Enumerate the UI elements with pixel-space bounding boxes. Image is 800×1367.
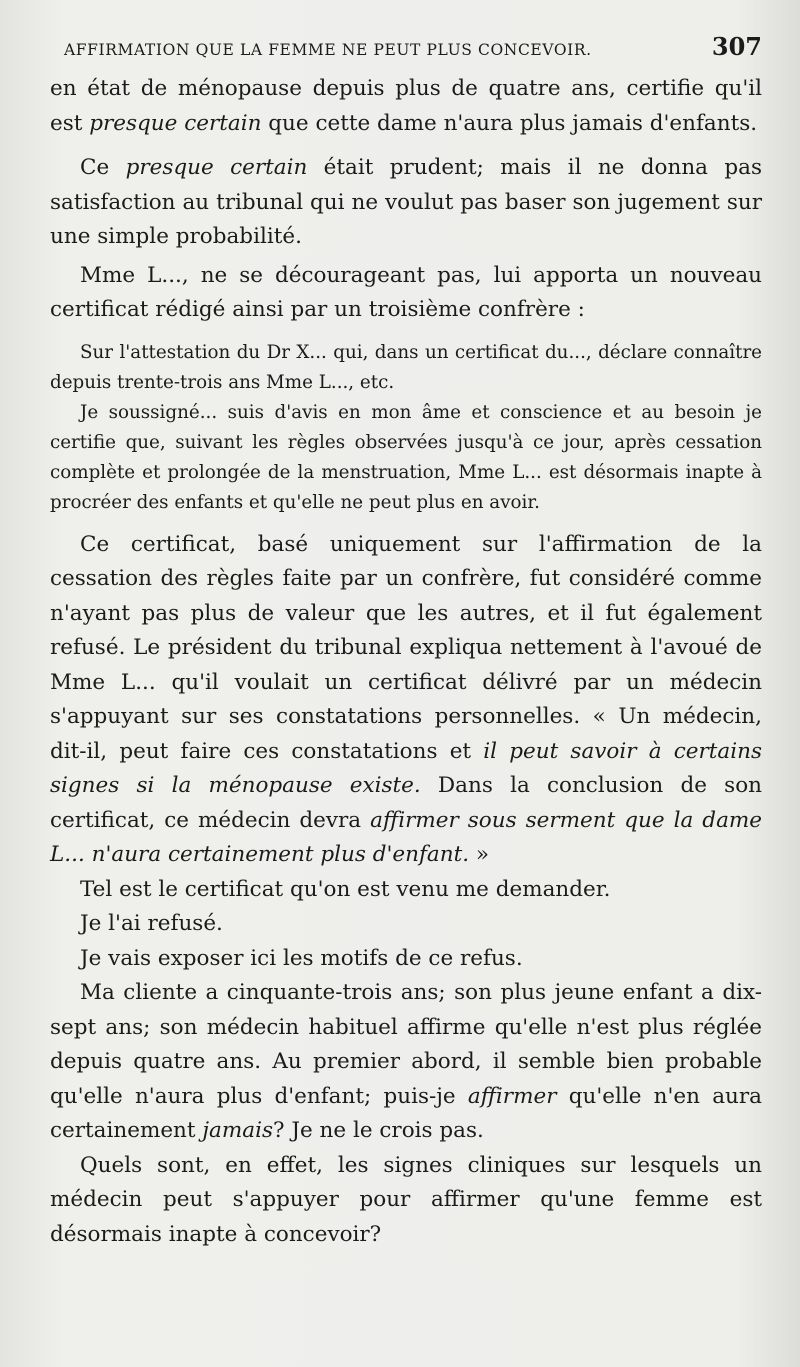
quoted-certificate-2: Je soussigné... suis d'avis en mon âme et conscience et au besoin je certifie que, suivant les règles observées jusqu'à ce jour, après cessation complète et prolongée de la menstruation, Mme L... est désormais inapte à procréer des enfants et qu'elle ne peut plus en avoir. bbox=[50, 401, 762, 513]
paragraph-7: Je vais exposer ici les motifs de ce refus. bbox=[80, 945, 523, 971]
paragraph-4: Ce certificat, basé uniquement sur l'affirmation de la cessation des règles faite par un confrère, fut considéré comme n'ayant pas plus de valeur que les autres, et il fut également refusé. Le président du tribunal expliqua nettement à l'avoué de Mme L... qu'il voulait un certificat délivré par un médecin s'appuyant sur ses constatations personnelles. « Un médecin, dit-il, peut faire ces constatations et il peut savoir à certains signes si la ménopause existe. Dans la conclusion de son certificat, ce médecin devra affirmer sous serment que la dame L... n'aura certainement plus d'enfant. » bbox=[50, 531, 763, 867]
paragraph-8: Ma cliente a cinquante-trois ans; son plus jeune enfant a dix-sept ans; son médecin habituel affirme qu'elle n'est plus réglée depuis quatre ans. Au premier abord, il semble bien probable qu'elle n'aura plus d'enfant; puis-je affirmer qu'elle n'en aura certainement jamais? Je ne le crois pas. bbox=[50, 980, 762, 1143]
running-title: AFFIRMATION QUE LA FEMME NE PEUT PLUS CONCEVOIR. bbox=[64, 41, 592, 59]
page-number: 307 bbox=[711, 32, 762, 61]
quoted-certificate-1: Sur l'attestation du Dr X... qui, dans un certificat du..., déclare connaître depuis trente-trois ans Mme L..., etc. bbox=[50, 341, 762, 393]
paragraph-2: Ce presque certain était prudent; mais il ne donna pas satisfaction au tribunal qui ne voulut pas baser son jugement sur une simple probabilité. bbox=[50, 155, 762, 249]
paragraph-5: Tel est le certificat qu'on est venu me demander. bbox=[80, 876, 611, 902]
paragraph-1: en état de ménopause depuis plus de quatre ans, certifie qu'il est presque certain que cette dame n'aura plus jamais d'enfants. bbox=[50, 76, 762, 136]
paragraph-9: Quels sont, en effet, les signes cliniques sur lesquels un médecin peut s'appuyer pour affirmer qu'une femme est désormais inapte à concevoir? bbox=[50, 1152, 762, 1247]
paragraph-6: Je l'ai refusé. bbox=[80, 911, 223, 936]
page-header bbox=[64, 32, 762, 72]
paragraph-3: Mme L..., ne se décourageant pas, lui apporta un nouveau certificat rédigé ainsi par un troisième confrère : bbox=[50, 262, 762, 322]
